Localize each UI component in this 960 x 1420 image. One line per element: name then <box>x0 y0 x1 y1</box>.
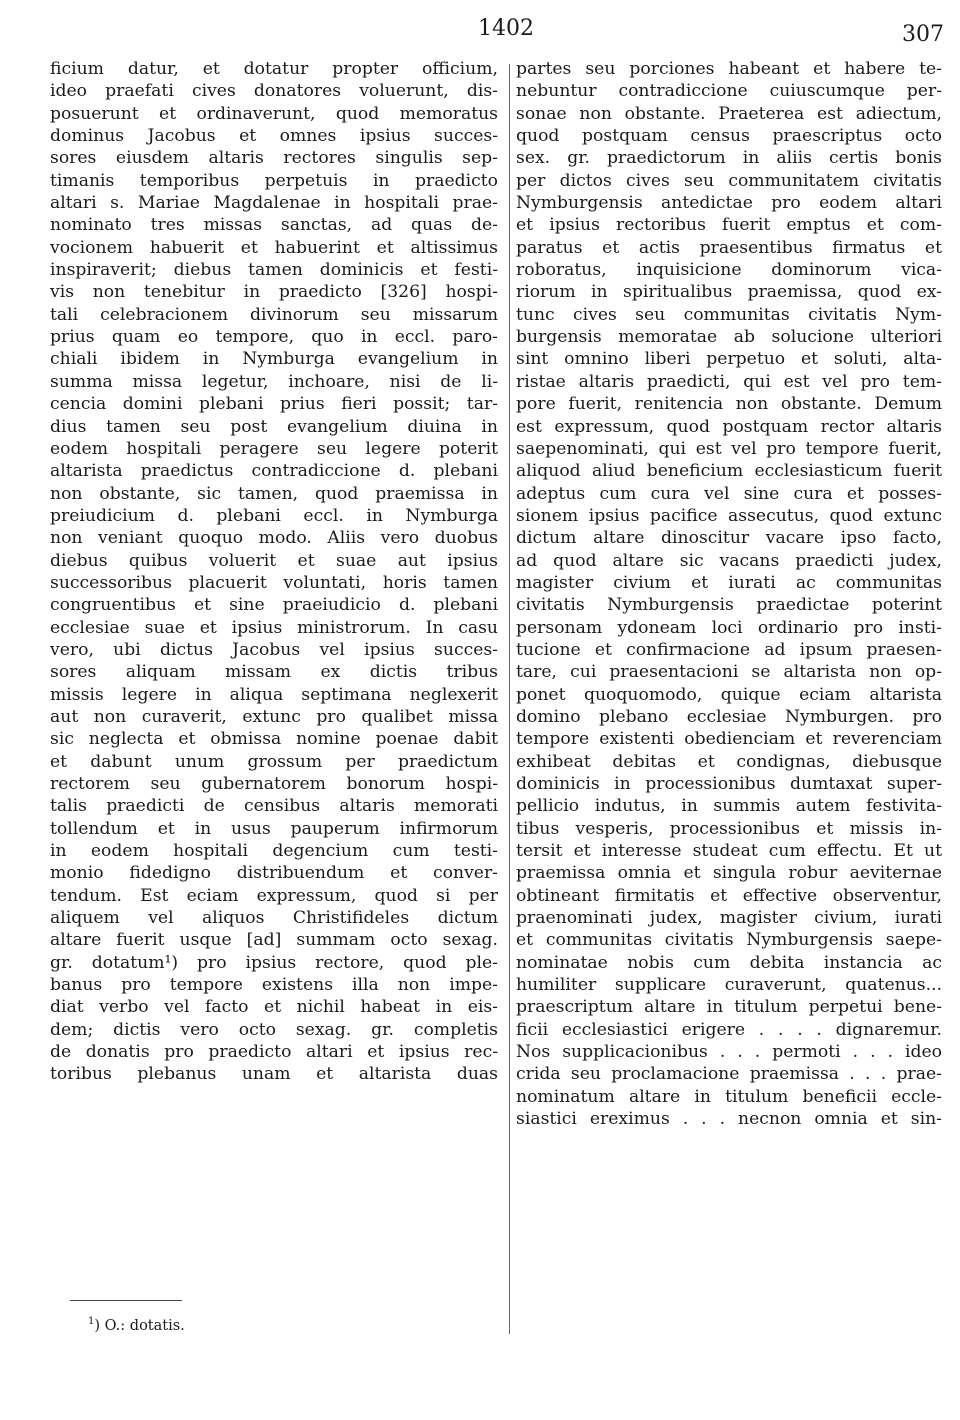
text-line: dominicis in processionibus dumtaxat super- <box>516 774 942 794</box>
text-line: sex. gr. praedictorum in aliis certis bonis <box>516 148 942 169</box>
page-number: 307 <box>902 22 944 47</box>
text-line: altari s. Mariae Magdalenae in hospitali prae- <box>50 193 498 214</box>
footnote-text: ) O.: dotatis. <box>94 1318 185 1334</box>
page-header <box>0 12 960 46</box>
column-divider <box>509 64 510 1334</box>
text-line: cencia domini plebani prius fieri possit; tar- <box>50 394 498 415</box>
text-line: siastici ereximus . . . necnon omnia et sin- <box>516 1109 942 1130</box>
text-line: personam ydoneam loci ordinario pro insti- <box>516 617 942 638</box>
text-line: dem; dictis vero octo sexag. gr. completis <box>50 1019 498 1040</box>
text-line: talis praedicti de censibus altaris memorati <box>50 796 498 817</box>
text-line: in eodem hospitali degencium cum testi- <box>50 841 498 862</box>
text-line: diat verbo vel facto et nichil habeat in eis- <box>50 997 498 1018</box>
text-line: riorum in spiritualibus praemissa, quod ex- <box>516 282 942 303</box>
text-line: chiali ibidem in Nymburga evangelium in <box>50 349 498 370</box>
text-line: toribus plebanus unam et altarista duas <box>50 1064 498 1085</box>
text-line: diebus quibus voluerit et suae aut ipsius <box>50 550 498 571</box>
text-line: adeptus cum cura vel sine cura et posses- <box>516 483 942 504</box>
text-line: praenominati judex, magister civium, iurati <box>516 908 942 929</box>
text-line: pellicio indutus, in summis autem festivita- <box>516 796 942 817</box>
text-line: gr. dotatum¹) pro ipsius rectore, quod ple- <box>50 952 498 973</box>
text-line: dominus Jacobus et omnes ipsius succes- <box>50 126 498 147</box>
text-line: posuerunt et ordinaverunt, quod memoratus <box>50 103 498 124</box>
text-line: tucione et confirmacione ad ipsum praesen- <box>516 639 942 660</box>
text-line: domino plebano ecclesiae Nymburgen. pro <box>516 706 942 727</box>
page-year: 1402 <box>478 16 534 41</box>
text-line: prius quam eo tempore, quo in eccl. paro- <box>50 327 498 348</box>
text-line: ficii ecclesiastici erigere . . . . dignaremur. <box>516 1019 942 1040</box>
text-line: et ipsius rectoribus fuerit emptus et com- <box>516 215 942 236</box>
text-line: de donatis pro praedicto altari et ipsius rec- <box>50 1042 498 1063</box>
text-line: tersit et interesse studeat cum effectu. Et ut <box>516 841 942 862</box>
text-line: preiudicium d. plebani eccl. in Nymburga <box>50 505 498 526</box>
text-line: paratus et actis praesentibus firmatus et <box>516 237 942 258</box>
text-line: banus pro tempore existens illa non impe- <box>50 975 498 996</box>
text-line: ideo praefati cives donatores voluerunt, dis- <box>50 81 498 102</box>
text-line: ad quod altare sic vacans praedicti judex, <box>516 550 942 571</box>
text-line: non obstante, sic tamen, quod praemissa in <box>50 483 498 504</box>
text-line: per dictos cives seu communitatem civitatis <box>516 170 942 191</box>
text-line: monio fidedigno distribuendum et conver- <box>50 863 498 884</box>
right-column <box>516 58 942 1131</box>
text-line: aliquem vel aliquos Christifideles dictum <box>50 908 498 929</box>
text-line: quod postquam census praescriptus octo <box>516 126 942 147</box>
text-line: tollendum et in usus pauperum infirmorum <box>50 818 498 839</box>
text-line: aut non curaverit, extunc pro qualibet missa <box>50 706 498 727</box>
text-line: tempore existenti obedienciam et reverenciam <box>516 729 942 750</box>
footnote <box>88 1316 185 1334</box>
text-line: obtineant firmitatis et effective observentur, <box>516 885 942 906</box>
text-line: vero, ubi dictus Jacobus vel ipsius succes- <box>50 639 498 660</box>
text-line: civitatis Nymburgensis praedictae poterint <box>516 595 942 616</box>
text-line: sint omnino liberi perpetuo et soluti, alta- <box>516 349 942 370</box>
text-line: praescriptum altare in titulum perpetui bene- <box>516 997 942 1018</box>
text-line: ristae altaris praedicti, qui est vel pro tem- <box>516 371 942 392</box>
text-line: tunc cives seu communitas civitatis Nym- <box>516 304 942 325</box>
text-line: ponet quoquomodo, quique eciam altarista <box>516 684 942 705</box>
text-line: altare fuerit usque [ad] summam octo sexag. <box>50 930 498 951</box>
text-line: nominato tres missas sanctas, ad quas de- <box>50 215 498 236</box>
text-line: inspiraverit; diebus tamen dominicis et festi- <box>50 260 498 281</box>
text-line: successoribus placuerit voluntati, horis tamen <box>50 572 498 593</box>
text-line: exhibeat debitas et condignas, diebusque <box>516 751 942 772</box>
text-line: dictum altare dinoscitur vacare ipso facto, <box>516 528 942 549</box>
text-line: sores aliquam missam ex dictis tribus <box>50 662 498 683</box>
text-line: sonae non obstante. Praeterea est adiectum, <box>516 103 942 124</box>
text-line: tali celebracionem divinorum seu missarum <box>50 304 498 325</box>
text-line: tare, cui praesentacioni se altarista non op- <box>516 662 942 683</box>
text-line: et communitas civitatis Nymburgensis saepe- <box>516 930 942 951</box>
text-line: ficium datur, et dotatur propter officium, <box>50 59 498 79</box>
text-line: roboratus, inquisicione dominorum vica- <box>516 260 942 281</box>
text-line: non veniant quoquo modo. Aliis vero duobus <box>50 528 498 549</box>
text-line: magister civium et iurati ac communitas <box>516 572 942 593</box>
text-line: summa missa legetur, inchoare, nisi de li- <box>50 371 498 392</box>
text-line: crida seu proclamacione praemissa . . . prae- <box>516 1064 942 1085</box>
text-line: vis non tenebitur in praedicto [326] hospi- <box>50 282 498 303</box>
text-line: burgensis memoratae ab solucione ulteriori <box>516 327 942 348</box>
text-line: nominatae nobis cum debita instancia ac <box>516 952 942 973</box>
text-line: tibus vesperis, processionibus et missis in- <box>516 818 942 839</box>
text-line: et dabunt unum grossum per praedictum <box>50 751 498 772</box>
left-column <box>50 58 498 1086</box>
text-line: pore fuerit, renitencia non obstante. Demum <box>516 394 942 415</box>
text-line: vocionem habuerit et habuerint et altissimus <box>50 237 498 258</box>
text-line: altarista praedictus contradiccione d. plebani <box>50 461 498 482</box>
text-line: timanis temporibus perpetuis in praedicto <box>50 170 498 191</box>
text-line: Nos supplicacionibus . . . permoti . . . ideo <box>516 1042 942 1063</box>
text-line: missis legere in aliqua septimana neglexerit <box>50 684 498 705</box>
text-line: dius tamen seu post evangelium diuina in <box>50 416 498 437</box>
footnote-marker: 1 <box>88 1316 95 1327</box>
text-line: est expressum, quod postquam rector altaris <box>516 416 942 437</box>
text-line: rectorem seu gubernatorem bonorum hospi- <box>50 774 498 794</box>
text-line: sionem ipsius pacifice assecutus, quod extunc <box>516 505 942 526</box>
text-line: partes seu porciones habeant et habere te- <box>516 59 942 79</box>
text-line: nominatum altare in titulum beneficii eccle- <box>516 1086 942 1107</box>
text-line: eodem hospitali peragere seu legere poterit <box>50 438 498 459</box>
text-line: praemissa omnia et singula robur aeviternae <box>516 863 942 884</box>
text-line: ecclesiae suae et ipsius ministrorum. In casu <box>50 617 498 638</box>
text-line: nebuntur contradiccione cuiuscumque per- <box>516 81 942 102</box>
text-line: aliquod aliud beneficium ecclesiasticum fuerit <box>516 461 942 482</box>
text-line: congruentibus et sine praeiudicio d. plebani <box>50 595 498 616</box>
text-line: saepenominati, qui est vel pro tempore fuerit, <box>516 438 942 459</box>
text-line: humiliter supplicare curaverunt, quatenus... <box>516 975 942 996</box>
text-line: sores eiusdem altaris rectores singulis sep- <box>50 148 498 169</box>
text-line: tendum. Est eciam expressum, quod si per <box>50 885 498 906</box>
text-line: Nymburgensis antedictae pro eodem altari <box>516 193 942 214</box>
footnote-rule <box>70 1300 182 1301</box>
text-line: sic neglecta et obmissa nomine poenae dabit <box>50 729 498 750</box>
